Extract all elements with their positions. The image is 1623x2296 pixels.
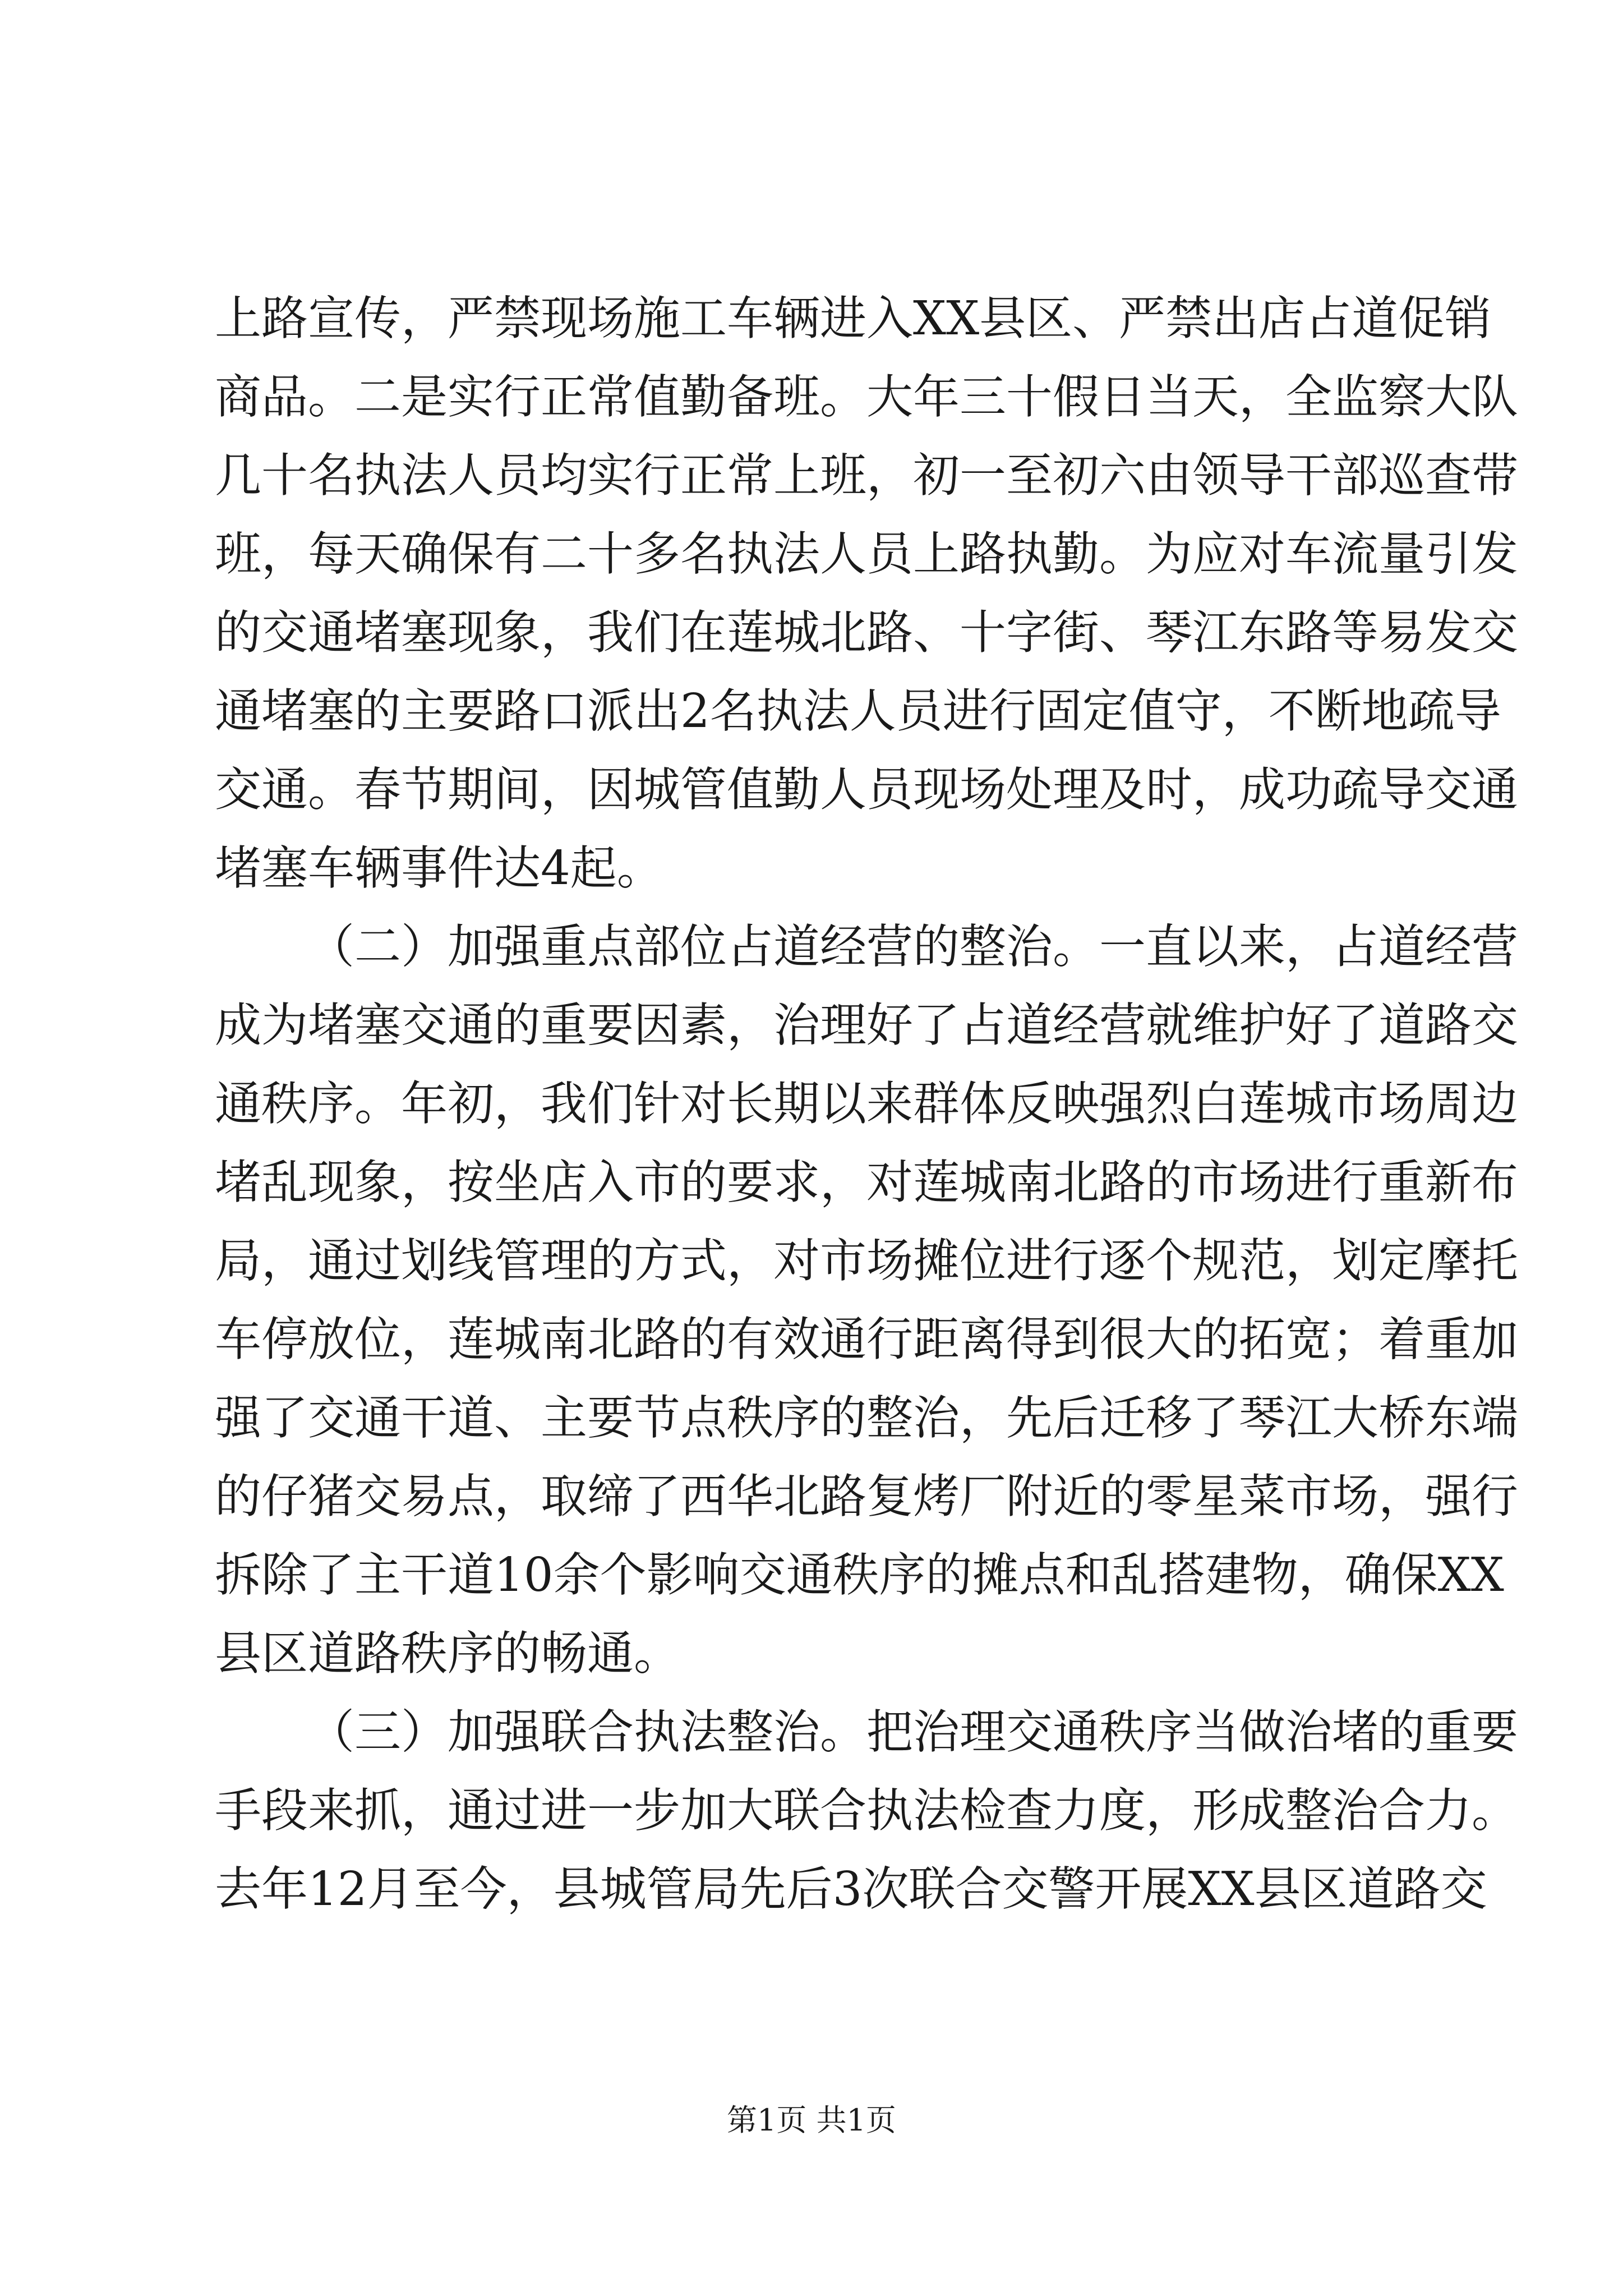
text-line: 手段来抓，通过进一步加大联合执法检查力度，形成整治合力。 [215,1783,1518,1838]
page-footer: 第1页 共1页 [727,2102,896,2138]
text-line: 的交通堵塞现象，我们在莲城北路、十字街、琴江东路等易发交 [215,605,1518,660]
text-line: 交通。春节期间，因城管值勤人员现场处理及时，成功疏导交通 [215,762,1518,817]
text-line: 班，每天确保有二十多名执法人员上路执勤。为应对车流量引发 [215,527,1518,581]
body-text [215,279,1518,1929]
text-line: （三）加强联合执法整治。把治理交通秩序当做治堵的重要 [308,1705,1518,1759]
text-line: 县区道路秩序的畅通。 [215,1626,680,1681]
text-line: 商品。二是实行正常值勤备班。大年三十假日当天，全监察大队 [215,370,1518,424]
text-line: 上路宣传，严禁现场施工车辆进入XX县区、严禁出店占道促销 [215,291,1492,346]
text-line: 拆除了主干道10余个影响交通秩序的摊点和乱搭建物，确保XX [215,1548,1504,1602]
text-line: 去年12月至今，县城管局先后3次联合交警开展XX县区道路交 [215,1862,1487,1916]
text-line: 的仔猪交易点，取缔了西华北路复烤厂附近的零星菜市场，强行 [215,1469,1518,1524]
text-line: （二）加强重点部位占道经营的整治。一直以来，占道经营 [308,919,1518,974]
text-line: 堵塞车辆事件达4起。 [215,841,663,895]
text-line: 局，通过划线管理的方式，对市场摊位进行逐个规范，划定摩托 [215,1234,1518,1288]
text-line: 车停放位，莲城南北路的有效通行距离得到很大的拓宽；着重加 [215,1312,1518,1366]
text-line: 通秩序。年初，我们针对长期以来群体反映强烈白莲城市场周边 [215,1076,1518,1131]
text-line: 通堵塞的主要路口派出2名执法人员进行固定值守，不断地疏导 [215,684,1501,738]
text-line: 成为堵塞交通的重要因素，治理好了占道经营就维护好了道路交 [215,998,1518,1052]
text-line: 堵乱现象，按坐店入市的要求，对莲城南北路的市场进行重新布 [215,1155,1518,1209]
text-line: 几十名执法人员均实行正常上班，初一至初六由领导干部巡查带 [215,448,1518,503]
text-line: 强了交通干道、主要节点秩序的整治，先后迁移了琴江大桥东端 [215,1391,1518,1445]
